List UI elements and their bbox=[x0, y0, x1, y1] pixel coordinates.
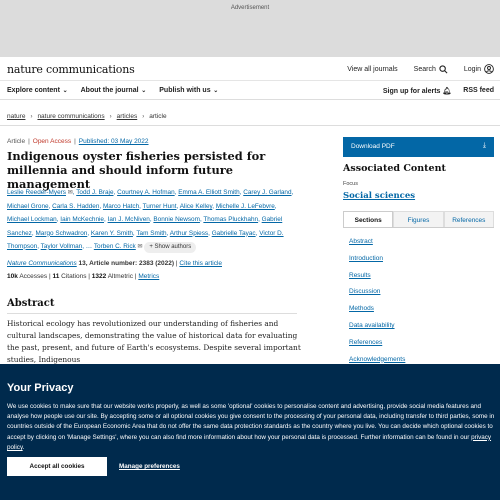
altmetric-label: Altmetric bbox=[107, 273, 133, 280]
author-link[interactable]: Alice Kelley bbox=[179, 203, 213, 211]
chevron-right-icon: › bbox=[142, 113, 145, 120]
toc-item-references[interactable]: References bbox=[349, 338, 383, 346]
advertisement-label: Advertisement bbox=[230, 5, 270, 11]
envelope-icon[interactable]: ✉ bbox=[67, 190, 73, 196]
privacy-title: Your Privacy bbox=[7, 382, 74, 394]
toc-item-data-availability[interactable]: Data availability bbox=[349, 321, 395, 329]
login-label: Login bbox=[463, 65, 481, 73]
download-pdf-label: Download PDF bbox=[351, 143, 395, 150]
breadcrumb-articles[interactable]: articles bbox=[116, 113, 138, 120]
nav-explore-content[interactable] bbox=[7, 87, 68, 94]
privacy-body: We use cookies to make sure that our website works properly, as well as some 'optional' cookies to personalise content and advertising, provide social media features and analyse how people use our site. By accepting some or all optional cookies you give consent to the processing of your personal data, including transfer to third parties, some in countries outside of the European Economic Area that do not offer the same data protection standards as the country where you live. You can decide which optional cookies to accept by clicking on 'Manage Settings', where you can also find more information about how your personal data is processed. Further information can be found in our privacy policy. bbox=[7, 403, 495, 451]
accesses-count: 10k bbox=[7, 273, 18, 280]
article-metrics bbox=[7, 273, 159, 280]
author-list: Leslie Reeder-Myers ✉, Todd J. Braje, Courtney A. Hofman, Emma A. Elliott Smith, Carey J. Garland, Michael Grone, Carla S. Hadden, Marco Hatch, Turner Hunt, Alice Kelley, Michelle J. LeFebvre, Michael Lockman, Iain McKechnie, Ian J. McNiven, Bonnie Newsom, Thomas Pluckhahn, Gabriel Sanchez, Margo Schwadron, Karen Y. Smith, Tam Smith, Arthur Spiess, Gabrielle Tayac, Victor D. Thompson, Taylor Vollman, … Torben C. Rick ✉ + Show authors bbox=[7, 186, 297, 254]
chevron-right-icon: › bbox=[30, 113, 33, 120]
toc-item-discussion[interactable]: Discussion bbox=[349, 288, 381, 296]
citations-count: 11 bbox=[52, 273, 60, 280]
user-icon bbox=[484, 64, 494, 74]
author-link[interactable]: Bonnie Newsom bbox=[153, 216, 200, 224]
search-icon bbox=[439, 65, 448, 74]
focus-link[interactable]: Social sciences bbox=[343, 191, 416, 201]
toc-item-results[interactable]: Results bbox=[349, 271, 371, 279]
published-date[interactable]: Published: 03 May 2022 bbox=[78, 138, 149, 145]
author-link[interactable]: Carla S. Hadden bbox=[52, 203, 100, 211]
toc-item-abstract[interactable]: Abstract bbox=[349, 238, 373, 245]
author-link[interactable]: Karen Y. Smith bbox=[90, 229, 133, 237]
bell-icon: 🔔︎ bbox=[442, 88, 452, 95]
breadcrumb bbox=[0, 108, 500, 126]
toc-item-introduction[interactable]: Introduction bbox=[349, 254, 383, 262]
breadcrumb-current: article bbox=[149, 113, 167, 120]
tab-references[interactable]: References bbox=[444, 211, 494, 227]
author-link[interactable]: Thomas Pluckhahn bbox=[203, 216, 259, 224]
meta-separator: | bbox=[134, 273, 137, 280]
search-button[interactable] bbox=[414, 65, 448, 74]
meta-separator: | bbox=[88, 273, 90, 280]
author-link[interactable]: Leslie Reeder-Myers bbox=[7, 189, 66, 196]
breadcrumb-nature[interactable]: nature bbox=[7, 113, 26, 120]
envelope-icon[interactable]: ✉ bbox=[137, 243, 143, 250]
tab-sections[interactable]: Sections bbox=[343, 211, 393, 227]
article-type: Article bbox=[7, 138, 26, 145]
sidebar-tabs bbox=[343, 211, 494, 228]
nav-about-journal[interactable] bbox=[81, 87, 147, 94]
author-link[interactable]: Victor D. Thompson bbox=[7, 229, 284, 250]
author-link[interactable]: Taylor Vollman bbox=[40, 242, 83, 250]
toc-item-acknowledgements[interactable]: Acknowledgements bbox=[349, 355, 406, 363]
breadcrumb-nature-communications[interactable]: nature communications bbox=[37, 113, 105, 120]
advertisement-area bbox=[0, 0, 500, 57]
chevron-down-icon: ⌄ bbox=[211, 88, 219, 94]
author-link[interactable]: Arthur Spiess bbox=[169, 229, 209, 237]
accesses-label: Accesses bbox=[19, 273, 48, 280]
chevron-right-icon: › bbox=[109, 113, 112, 120]
download-icon: ⤓ bbox=[482, 142, 486, 149]
focus-label: Focus bbox=[343, 181, 358, 187]
brand-actions bbox=[347, 64, 494, 74]
toc-item-methods[interactable]: Methods bbox=[349, 305, 374, 313]
chevron-down-icon: ⌄ bbox=[60, 88, 68, 94]
author-link[interactable]: Michelle J. LeFebvre bbox=[215, 203, 275, 211]
tab-figures[interactable]: Figures bbox=[393, 211, 443, 227]
article-meta bbox=[7, 138, 149, 145]
altmetric-count: 1322 bbox=[91, 273, 107, 280]
author-link[interactable]: Marco Hatch bbox=[102, 203, 140, 211]
manage-preferences-button[interactable]: Manage preferences bbox=[119, 463, 180, 470]
abstract-heading: Abstract bbox=[7, 298, 55, 309]
signup-alerts-link[interactable] bbox=[383, 87, 451, 95]
journal-logo[interactable]: nature communications bbox=[7, 63, 135, 76]
abstract-text: Historical ecology has revolutionized our understanding of fisheries and cultural landscapes, demonstrating the value of historical data for evaluating the past, present, and future of Earth's ecosystems. Despite several important studies, Indigenous bbox=[7, 319, 301, 364]
nav-about-label: About the journal bbox=[80, 87, 139, 94]
author-link[interactable]: Turner Hunt bbox=[142, 203, 177, 211]
author-ellipsis: … bbox=[85, 242, 93, 250]
meta-separator: | bbox=[28, 138, 30, 145]
brand-bar bbox=[0, 57, 500, 81]
login-button[interactable] bbox=[464, 64, 494, 74]
section-toc bbox=[349, 234, 405, 368]
metrics-link[interactable]: Metrics bbox=[138, 273, 160, 280]
author-link[interactable]: Michael Grone bbox=[7, 203, 49, 211]
search-label: Search bbox=[413, 65, 436, 73]
author-link[interactable]: Tam Smith bbox=[136, 229, 167, 237]
author-link[interactable]: Gabrielle Tayac bbox=[211, 229, 256, 237]
author-link[interactable]: Ian J. McNiven bbox=[107, 216, 150, 224]
associated-content-heading: Associated Content bbox=[343, 163, 446, 174]
author-link[interactable]: Emma A. Elliott Smith bbox=[178, 189, 240, 196]
signup-alerts-label: Sign up for alerts bbox=[382, 88, 441, 95]
author-link[interactable]: Gabriel Sanchez bbox=[7, 216, 283, 237]
cite-article-link[interactable]: Cite this article bbox=[179, 260, 222, 267]
accept-all-cookies-button[interactable]: Accept all cookies bbox=[7, 457, 107, 476]
nav-explore-label: Explore content bbox=[7, 87, 60, 94]
journal-name[interactable]: Nature Communications bbox=[7, 260, 77, 267]
meta-separator: | bbox=[48, 273, 51, 280]
citations-label: Citations bbox=[61, 273, 87, 280]
article-title: Indigenous oyster fisheries persisted for millennia and should inform future management bbox=[7, 149, 266, 191]
author-link[interactable]: Iain McKechnie bbox=[60, 216, 104, 224]
meta-separator: | bbox=[175, 260, 178, 267]
privacy-policy-link[interactable]: privacy policy bbox=[7, 433, 492, 451]
author-link[interactable]: Carey J. Garland bbox=[243, 189, 292, 196]
nav-publish-label: Publish with us bbox=[159, 87, 211, 94]
nav-publish-with-us[interactable] bbox=[159, 87, 218, 94]
meta-separator: | bbox=[74, 138, 76, 145]
view-all-journals-link[interactable]: View all journals bbox=[347, 65, 398, 73]
privacy-body-text: We use cookies to make sure that our website works properly, as well as some 'optional' cookies to personalise content and advertising, provide social media features and analyse how people use our site. By accepting some or all optional cookies you give consent to the processing of your personal data, including transfer to third parties, some in countries outside of the European Economic Area that do not offer the same data protection standards as the country where you live. You can decide which optional cookies to accept by clicking on 'Manage Settings', where you can also find more information about how your personal data is processed. Further information can be found in our bbox=[7, 403, 495, 441]
author-link[interactable]: Michael Lockman bbox=[7, 216, 57, 224]
rss-feed-link[interactable]: RSS feed bbox=[463, 87, 494, 94]
open-access-badge: Open Access bbox=[32, 138, 72, 145]
show-authors-button[interactable]: + Show authors bbox=[144, 242, 196, 253]
author-link[interactable]: Margo Schwadron bbox=[35, 229, 88, 237]
download-pdf-button[interactable] bbox=[343, 137, 494, 157]
journal-citation bbox=[7, 260, 222, 267]
privacy-banner bbox=[0, 364, 500, 500]
main-navigation bbox=[0, 82, 500, 100]
author-link-last[interactable]: Torben C. Rick bbox=[93, 242, 136, 250]
author-link[interactable]: Todd J. Braje bbox=[76, 189, 114, 196]
author-link[interactable]: Courtney A. Hofman bbox=[117, 189, 175, 196]
divider bbox=[7, 313, 297, 314]
chevron-down-icon: ⌄ bbox=[139, 88, 147, 94]
citation-details: 13, Article number: 2383 (2022) bbox=[78, 260, 175, 267]
